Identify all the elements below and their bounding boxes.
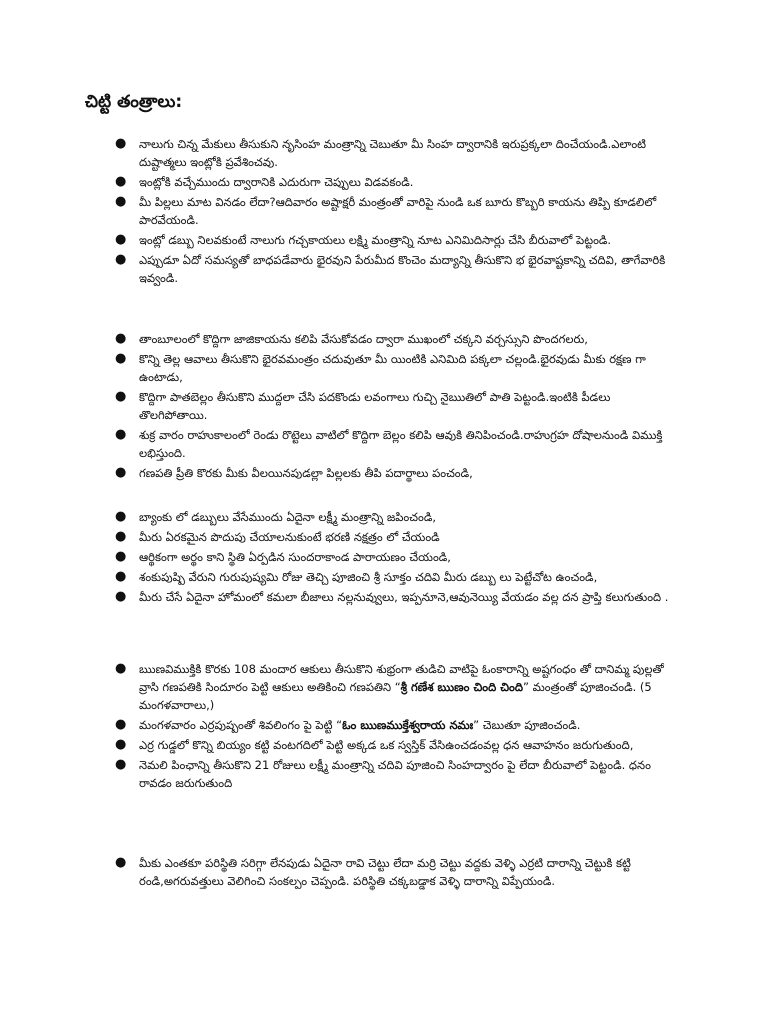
list-item (115, 426, 675, 462)
bullet-icon: ● (115, 331, 127, 346)
list-item-text: కొద్దిగా పాతబెల్లం తీసుకొని ముద్దలా చేసి పదకొండు లవంగాలు గుచ్చి నైఋతిలో పాతి పెట్టండి.ఇంటికి పీడలు తొలగిపోతాయి. (139, 390, 611, 422)
list-item-text: తాంబూలంలో కొద్దిగా జాజికాయను కలిపి వేసుకోవడం ద్వారా ముఖంలో చక్కని వర్చస్సుని పొందగలరు, (139, 332, 588, 346)
list-item-text: ఇంట్లో డబ్బు నిలవకుంటే నాలుగు గచ్చకాయలు లక్ష్మి మంత్రాన్ని నూట ఎనిమిదిసార్లు చేసి బీరువాలో పెట్టండి. (139, 233, 612, 247)
bullet-icon: ● (115, 351, 127, 366)
list-item (115, 736, 675, 754)
remedy-list-group-2 (115, 330, 675, 484)
list-item-text: ఋణవిముక్తికి కొరకు 108 మందార ఆకులు తీసుకొని శుభ్రంగా తుడిచి వాటిపై ఓంకారాన్ని అష్టగంధం తో దానిమ్మ పుల్లతో వ్రాసి గణపతికి సిందూరం పెట్టి ఆకులు అతికించి గణపతిని “శ్రీ గణేశ ఋణం చింది చింది” మంత్రంతో పూజించండి. (5 మంగళవారాలు,) (139, 662, 664, 712)
list-item-text: ఎప్పుడూ ఏదో సమస్యతో బాధపడేవారు భైరవుని పేరుమీద కొంచెం మద్యాన్ని తీసుకొని భ భైరవాష్టకాన్ని చదివి, తాగేవారికి ఇవ్వండి. (139, 253, 666, 285)
list-item-text: మీరు చేసే ఏదైనా హోమంలో కమలా బీజాలు నల్లనువ్వులు, ఇప్పనూనె,ఆవునెయ్యి వేయడం వల్ల దన ప్రాప్తి కలుగుతుంది . (139, 590, 669, 604)
remedy-list-group-3 (115, 508, 675, 608)
bullet-icon: ● (115, 232, 127, 247)
list-item-text: మీకు ఎంతకూ పరిస్థితి సరిగ్గా లేనపుడు ఏదైనా రావి చెట్టు లేదా మర్రి చెట్టు వద్దకు వెళ్ళి ఎర్రటి దారాన్ని చెట్టుకి కట్టి రండి,అగరువత్తులు వెలిగించి సంకల్పం చెప్పండి. పరిస్థితి చక్కబడ్డాక వెళ్ళి దారాన్ని విప్పేయండి. (139, 856, 631, 888)
list-item-text: ఆర్థికంగా అర్థం కాని స్థితి ఏర్పడిన సుందరాకాండ పారాయణం చేయండి, (139, 550, 451, 564)
page-title: చిట్టి తంత్రాలు: (85, 92, 183, 112)
list-item (115, 231, 675, 249)
list-item (115, 193, 675, 229)
bullet-icon: ● (115, 427, 127, 442)
bullet-icon: ● (115, 757, 127, 772)
list-item-text: మంగళవారం ఎర్రపుష్పంతో శివలింగం పై పెట్టి “ఓం ఋణముక్తేశ్వరాయ నమః” చెబుతూ పూజించండి. (139, 718, 581, 732)
list-item (115, 464, 675, 482)
list-item-text: ఇంట్లోకి వచ్చేముందు ద్వారానికి ఎదురుగా చెప్పులు విడవకండి. (139, 175, 414, 189)
list-item-text: మీరు ఏరకమైన పొదుపు చేయాలనుకుంటే భరణి నక్షత్రం లో చేయండి (139, 530, 440, 544)
list-item-text: కొన్ని తెల్ల ఆవాలు తీసుకొని భైరవమంత్రం చదువుతూ మీ యింటికి ఎనిమిది పక్కలా చల్లండి.భైరవుడు మీకు రక్షణ గా ఉంటాడు, (139, 352, 646, 384)
bullet-icon: ● (115, 589, 127, 604)
list-item-text: నెమలి పింఛాన్ని తీసుకొని 21 రోజులు లక్ష్మీ మంత్రాన్ని చదివి పూజించి సింహద్వారం పై లేదా బీరువాలో పెట్టండి. ధనం రావడం జరుగుతుంది (139, 758, 651, 790)
bullet-icon: ● (115, 252, 127, 267)
remedy-list-group-4 (115, 660, 675, 794)
list-item (115, 388, 675, 424)
list-item (115, 173, 675, 191)
list-item-text: ఎర్ర గుడ్డలో కొన్ని బియ్యం కట్టి వంటగదిలో పెట్టి అక్కడ ఒక స్వస్తిక్ వేసిఉంచడంవల్ల ధన ఆవాహనం జరుగుతుంది, (139, 738, 634, 752)
bullet-icon: ● (115, 737, 127, 752)
list-item-text: నాలుగు చిన్న మేకులు తీసుకుని నృసింహ మంత్రాన్ని చెబుతూ మీ సింహ ద్వారానికి ఇరుప్రక్కలా దించేయండి.ఎలాంటి దుష్టాత్మలు ఇంట్లోకి ప్రవేశించవు. (139, 137, 647, 169)
list-item (115, 251, 675, 287)
list-item (115, 568, 675, 586)
bullet-icon: ● (115, 549, 127, 564)
list-item (115, 135, 675, 171)
list-item (115, 588, 675, 606)
list-item-text: మీ పిల్లలు మాట వినడం లేదా?ఆదివారం అష్టాక్షరీ మంత్రంతో వారిపై నుండి ఒక బూరు కొబ్బరి కాయను తిప్పి కూడలిలో పారవేయండి. (139, 195, 657, 227)
remedy-list-group-1 (115, 135, 675, 289)
list-item (115, 756, 675, 792)
bullet-icon: ● (115, 136, 127, 151)
bullet-icon: ● (115, 569, 127, 584)
list-item-text: శంకుపుష్పి వేరుని గురుపుష్యమి రోజు తెచ్చి పూజించి శ్రీ సూక్తం చదివి మీరు డబ్బు లు పెట్టేచోట ఉంచండి, (139, 570, 598, 584)
remedy-list-group-5 (115, 854, 675, 892)
bullet-icon: ● (115, 661, 127, 676)
bullet-icon: ● (115, 174, 127, 189)
list-item (115, 528, 675, 546)
list-item (115, 350, 675, 386)
list-item-text: గణపతి ప్రీతి కొరకు మీకు వీలయినపుడల్లా పిల్లలకు తీపి పదార్థాలు పంచండి, (139, 466, 473, 480)
bullet-icon: ● (115, 509, 127, 524)
list-item (115, 508, 675, 526)
bullet-icon: ● (115, 194, 127, 209)
list-item (115, 660, 675, 714)
bullet-icon: ● (115, 529, 127, 544)
list-item-text: శుక్ర వారం రాహుకాలంలో రెండు రొట్టెలు వాటిలో కొద్దిగా బెల్లం కలిపి ఆవుకి తినిపించండి.రాహుగ్రహ దోషాలనుండి విముక్తి లభిస్తుంది. (139, 428, 663, 460)
list-item (115, 330, 675, 348)
list-item-text: బ్యాంకు లో డబ్బులు వేసేముందు ఏదైనా లక్ష్మీ మంత్రాన్ని జపించండి, (139, 510, 436, 524)
bullet-icon: ● (115, 855, 127, 870)
list-item (115, 854, 675, 890)
bullet-icon: ● (115, 389, 127, 404)
list-item (115, 716, 675, 734)
bullet-icon: ● (115, 465, 127, 480)
list-item (115, 548, 675, 566)
bullet-icon: ● (115, 717, 127, 732)
